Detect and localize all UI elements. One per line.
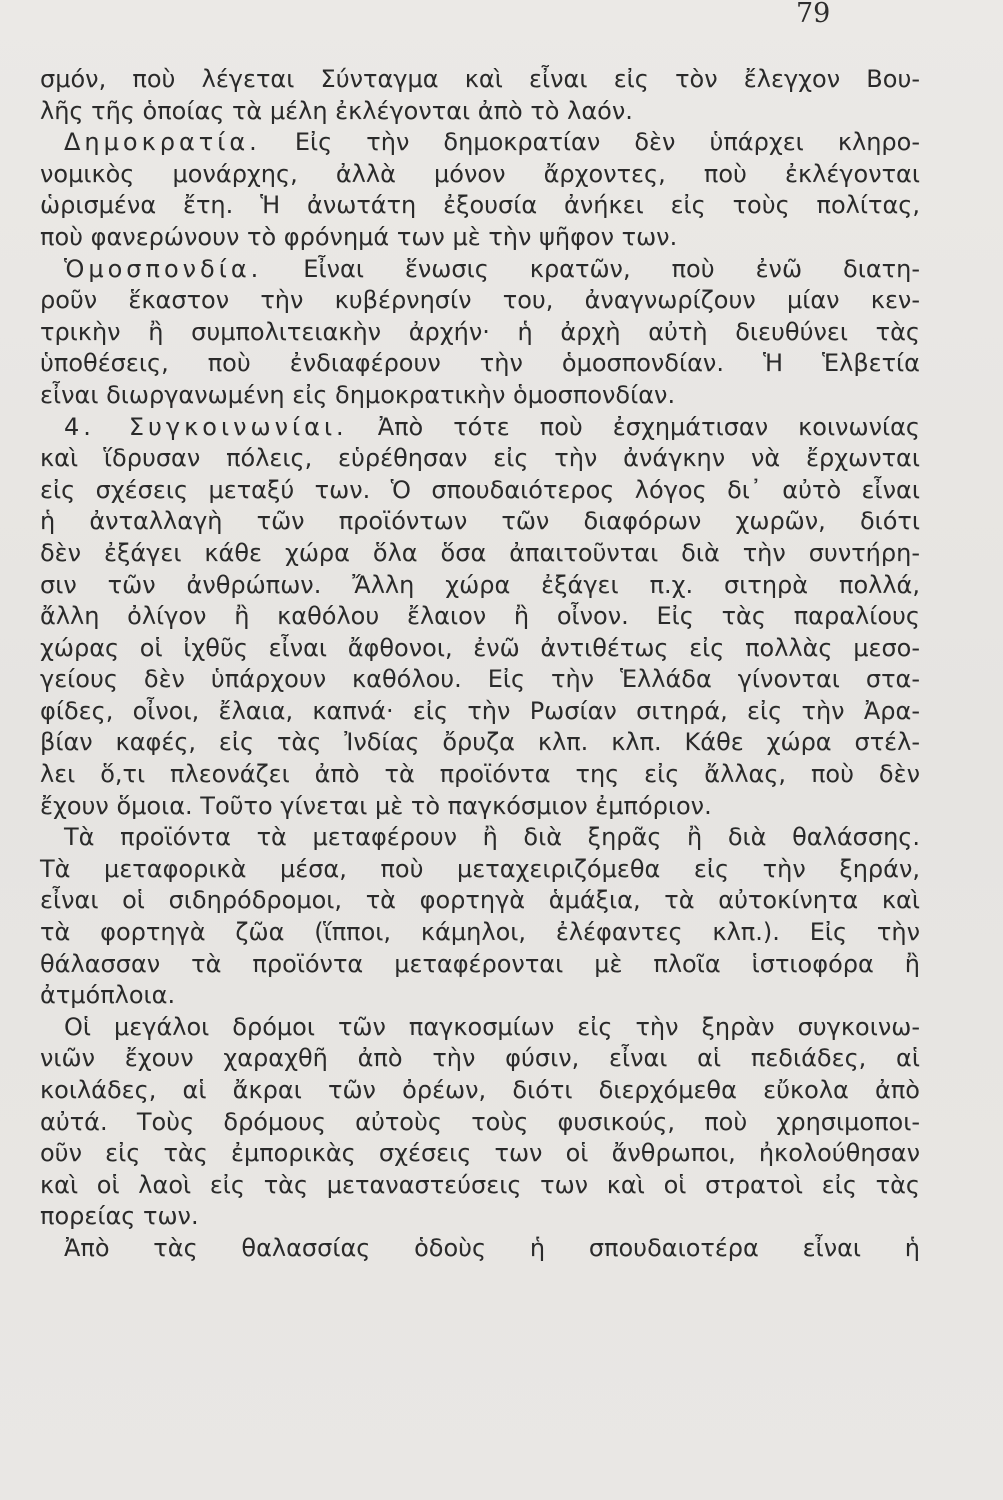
text-line — [40, 538, 920, 570]
text-line — [40, 127, 920, 159]
text-line — [40, 854, 920, 886]
line-text: καὶ ἵδρυσαν πόλεις, εὑρέθησαν εἰς τὴν ἀνάγκην νὰ ἔρχωνται — [40, 444, 920, 473]
line-text: εἶναι διωργανωμένη εἰς δημοκρατικὴν ὁμοσπονδίαν. — [40, 380, 676, 409]
text-line — [40, 696, 920, 728]
text-line — [40, 317, 920, 349]
text-line — [40, 159, 920, 191]
line-text: ἄλλη ὀλίγον ἢ καθόλου ἔλαιον ἢ οἶνον. Εἰς τὰς παραλίους — [40, 602, 920, 631]
text-line — [40, 570, 920, 602]
line-text: τρικὴν ἢ συμπολιτειακὴν ἀρχήν· ἡ ἀρχὴ αὐτὴ διευθύνει τὰς — [40, 317, 920, 346]
line-text: ὡρισμένα ἔτη. Ἡ ἀνωτάτη ἐξουσία ἀνήκει εἰς τοὺς πολίτας, — [40, 191, 920, 220]
term-heading: Δημοκρατία. — [64, 128, 261, 157]
line-text: λει ὅ,τι πλεονάζει ἀπὸ τὰ προϊόντα της εἰς ἄλλας, ποὺ δὲν — [40, 760, 920, 789]
text-line — [40, 64, 920, 96]
line-text: γείους δὲν ὑπάρχουν καθόλου. Εἰς τὴν Ἑλλάδα γίνονται στα- — [40, 665, 920, 694]
line-text: Εἶναι ἕνωσις κρατῶν, ποὺ ἐνῶ διατη- — [262, 254, 920, 283]
line-text: ἀτμόπλοια. — [40, 981, 176, 1010]
text-line — [40, 949, 920, 981]
text-line — [40, 443, 920, 475]
line-text: ροῦν ἕκαστον τὴν κυβέρνησίν του, ἀναγνωρίζουν μίαν κεν- — [40, 286, 920, 315]
line-text: Εἰς τὴν δημοκρατίαν δὲν ὑπάρχει κληρο- — [260, 128, 920, 157]
text-line — [40, 601, 920, 633]
line-text: νιῶν ἔχουν χαραχθῆ ἀπὸ τὴν φύσιν, εἶναι αἱ πεδιάδες, αἱ — [40, 1044, 920, 1073]
line-text: βίαν καφές, εἰς τὰς Ἰνδίας ὄρυζα κλπ. κλπ. Κάθε χώρα στέλ- — [40, 728, 920, 757]
line-text: Ἀπὸ τὰς θαλασσίας ὁδοὺς ἡ σπουδαιοτέρα εἶναι ἡ — [64, 1233, 920, 1262]
text-line — [40, 1201, 920, 1233]
text-line — [40, 412, 920, 444]
line-text: καὶ οἱ λαοὶ εἰς τὰς μεταναστεύσεις των καὶ οἱ στρατοὶ εἰς τὰς — [40, 1170, 920, 1199]
line-text: νομικὸς μονάρχης, ἀλλὰ μόνον ἄρχοντες, ποὺ ἐκλέγονται — [40, 159, 920, 188]
text-line — [40, 254, 920, 286]
line-text: Τὰ προϊόντα τὰ μεταφέρουν ἢ διὰ ξηρᾶς ἢ διὰ θαλάσσης. — [64, 823, 920, 852]
text-line — [40, 917, 920, 949]
text-line — [40, 285, 920, 317]
line-text: φίδες, οἶνοι, ἔλαια, καπνά· εἰς τὴν Ρωσίαν σιτηρά, εἰς τὴν Ἀρα- — [40, 696, 920, 725]
text-line — [40, 96, 920, 128]
text-line — [40, 506, 920, 538]
text-line — [40, 1138, 920, 1170]
line-text: κοιλάδες, αἱ ἄκραι τῶν ὀρέων, διότι διερχόμεθα εὔκολα ἀπὸ — [40, 1076, 920, 1104]
text-line — [40, 380, 920, 412]
text-line — [40, 222, 920, 254]
text-line — [40, 664, 920, 696]
body-text — [40, 64, 920, 1265]
line-text: σιν τῶν ἀνθρώπων. Ἄλλη χώρα ἐξάγει π.χ. σιτηρὰ πολλά, — [40, 570, 920, 599]
text-line — [40, 727, 920, 759]
line-text: ποὺ φανερώνουν τὸ φρόνημά των μὲ τὴν ψῆφον των. — [40, 222, 678, 251]
line-text: πορείας των. — [40, 1202, 199, 1231]
line-text: λῆς τῆς ὁποίας τὰ μέλη ἐκλέγονται ἀπὸ τὸ λαόν. — [40, 96, 633, 125]
text-line — [40, 1075, 920, 1107]
text-line — [40, 1043, 920, 1075]
line-text: Ἀπὸ τότε ποὺ ἐσχημάτισαν κοινωνίας — [347, 412, 920, 441]
line-text: ὑποθέσεις, ποὺ ἐνδιαφέρουν τὴν ὁμοσπονδίαν. Ἡ Ἑλβετία — [40, 349, 920, 378]
text-line — [40, 1170, 920, 1202]
text-line — [40, 633, 920, 665]
line-text: χώρας οἱ ἰχθῦς εἶναι ἄφθονοι, ἐνῶ ἀντιθέτως εἰς πολλὰς μεσο- — [40, 633, 920, 662]
line-text: δὲν ἐξάγει κάθε χώρα ὅλα ὅσα ἀπαιτοῦνται διὰ τὴν συντήρη- — [40, 538, 920, 567]
line-text: εἶναι οἱ σιδηρόδρομοι, τὰ φορτηγὰ ἁμάξια, τὰ αὐτοκίνητα καὶ — [40, 886, 920, 915]
line-text: τὰ φορτηγὰ ζῶα (ἵπποι, κάμηλοι, ἐλέφαντες κλπ.). Εἰς τὴν — [40, 918, 920, 947]
page-number: 79 — [796, 0, 831, 29]
line-text: Τὰ μεταφορικὰ μέσα, ποὺ μεταχειριζόμεθα εἰς τὴν ξηράν, — [40, 854, 920, 883]
text-line — [40, 348, 920, 380]
line-text: εἰς σχέσεις μεταξύ των. Ὁ σπουδαιότερος λόγος δι᾽ αὐτὸ εἶναι — [40, 475, 920, 504]
text-line — [40, 759, 920, 791]
term-heading: Ὁμοσπονδία. — [64, 254, 263, 283]
text-line — [40, 190, 920, 222]
text-line — [40, 822, 920, 854]
text-line — [40, 1012, 920, 1044]
line-text: αὐτά. Τοὺς δρόμους αὐτοὺς τοὺς φυσικούς, ποὺ χρησιμοποι- — [40, 1107, 920, 1136]
line-text: οῦν εἰς τὰς ἐμπορικὰς σχέσεις των οἱ ἄνθρωποι, ἠκολούθησαν — [40, 1139, 920, 1168]
line-text: ἔχουν ὅμοια. Τοῦτο γίνεται μὲ τὸ παγκόσμιον ἐμπόριον. — [40, 791, 712, 820]
line-text: σμόν, ποὺ λέγεται Σύνταγμα καὶ εἶναι εἰς τὸν ἔλεγχον Βου- — [40, 65, 920, 93]
line-text: Οἱ μεγάλοι δρόμοι τῶν παγκοσμίων εἰς τὴν ξηρὰν συγκοινω- — [64, 1012, 920, 1041]
term-heading: 4. Συγκοινωνίαι. — [64, 412, 348, 441]
text-line — [40, 475, 920, 507]
text-line — [40, 1233, 920, 1265]
text-line — [40, 791, 920, 823]
line-text: θάλασσαν τὰ προϊόντα μεταφέρονται μὲ πλοῖα ἱστιοφόρα ἢ — [40, 949, 920, 978]
line-text: ἡ ἀνταλλαγὴ τῶν προϊόντων τῶν διαφόρων χωρῶν, διότι — [40, 507, 920, 536]
text-line — [40, 980, 920, 1012]
text-line — [40, 885, 920, 917]
text-line — [40, 1107, 920, 1139]
